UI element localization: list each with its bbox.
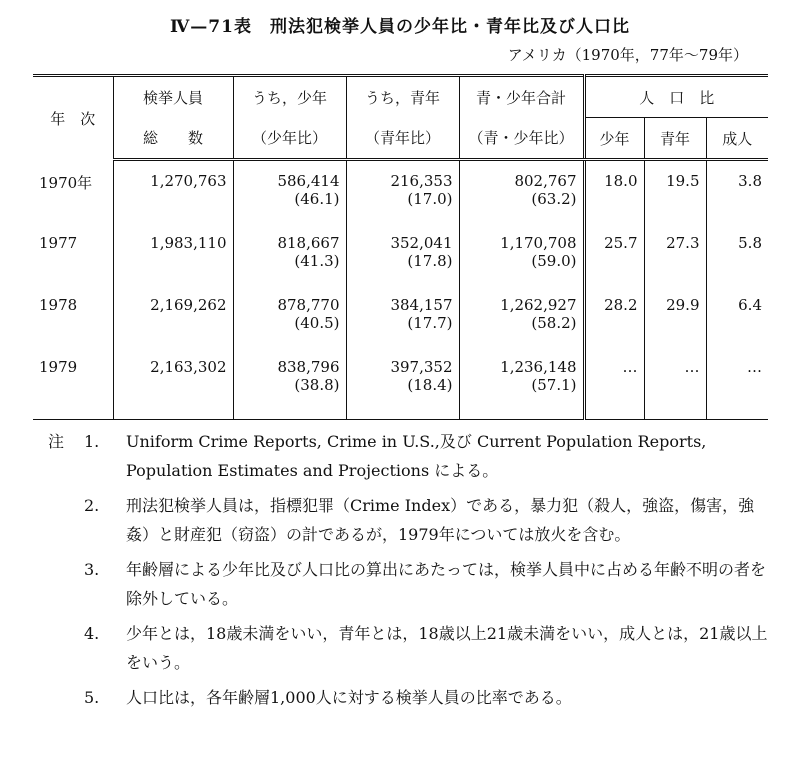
header-pop-adult: 成人	[706, 118, 768, 160]
header-youth-bottom: （青年比）	[346, 118, 459, 160]
cell-total	[113, 295, 233, 357]
table-row	[33, 357, 768, 419]
header-total-bottom: 総 数	[113, 118, 233, 160]
cell-youth-youth: 384,157	[390, 296, 453, 314]
cell-pop-juvenile-p-juv: 28.2	[604, 296, 638, 314]
cell-youth-youth: 216,353	[390, 172, 453, 190]
notes-label: 注	[48, 432, 65, 451]
cell-year-year: 1977	[39, 234, 78, 252]
cell-year	[33, 295, 113, 357]
cell-pop-adult-p-adult: 3.8	[738, 172, 762, 190]
cell-combined-comb: 1,236,148	[500, 358, 577, 376]
header-juvenile-top: うち，少年	[233, 76, 346, 118]
cell-youth	[346, 233, 459, 295]
note-1	[48, 427, 768, 485]
cell-youth	[346, 295, 459, 357]
cell-total	[113, 171, 233, 233]
cell-combined-comb: 802,767	[514, 172, 577, 190]
cell-pop-youth-p-youth: 29.9	[666, 296, 700, 314]
cell-combined-comb: 1,170,708	[500, 234, 577, 252]
cell-youth	[346, 171, 459, 233]
header-youth-top: うち，青年	[346, 76, 459, 118]
note-4	[48, 619, 768, 677]
cell-year	[33, 233, 113, 295]
table-row	[33, 233, 768, 295]
cell-pop-adult	[706, 295, 768, 357]
header-combined-top: 青・少年合計	[459, 76, 584, 118]
note-number: 4.	[84, 624, 100, 643]
note-2	[48, 491, 768, 549]
cell-pop-youth-p-youth: …	[684, 358, 700, 376]
cell-pop-adult-p-adult: …	[747, 358, 762, 376]
cell-total	[113, 233, 233, 295]
cell-juvenile-juv: 838,796	[277, 358, 340, 376]
cell-juvenile	[233, 295, 346, 357]
note-number: 5.	[84, 688, 100, 707]
note-text: 少年とは，18歳未満をいい，青年とは，18歳以上21歳未満をいい，成人とは，21歳以上をいう。	[126, 624, 768, 672]
cell-combined-comb: 1,262,927	[500, 296, 577, 314]
table-row	[33, 295, 768, 357]
cell-total-total: 2,163,302	[150, 358, 227, 376]
cell-youth-youth-pct: (17.0)	[407, 190, 453, 208]
cell-pop-adult	[706, 171, 768, 233]
cell-pop-youth	[644, 357, 706, 419]
header-total-top: 検挙人員	[113, 76, 233, 118]
table-subtitle: アメリカ（1970年，77年～79年）	[507, 46, 748, 64]
cell-juvenile-juv-pct: (41.3)	[294, 252, 340, 270]
note-text: 刑法犯検挙人員は，指標犯罪（Crime Index）である，暴力犯（殺人，強盗，傷害，強姦）と財産犯（窃盗）の計であるが，1979年については放火を含む。	[126, 496, 755, 544]
table-row	[33, 171, 768, 233]
cell-year	[33, 171, 113, 233]
cell-combined-comb-pct: (63.2)	[531, 190, 577, 208]
note-text: 年齢層による少年比及び人口比の算出にあたっては，検挙人員中に占める年齢不明の者を除外している。	[126, 560, 767, 608]
cell-combined	[459, 295, 584, 357]
cell-pop-youth	[644, 171, 706, 233]
header-juvenile-bottom: （少年比）	[233, 118, 346, 160]
cell-combined	[459, 233, 584, 295]
cell-pop-youth-p-youth: 19.5	[666, 172, 700, 190]
cell-pop-adult-p-adult: 5.8	[738, 234, 762, 252]
cell-pop-adult	[706, 357, 768, 419]
cell-juvenile-juv-pct: (38.8)	[294, 376, 340, 394]
cell-youth-youth-pct: (17.7)	[407, 314, 453, 332]
cell-juvenile	[233, 233, 346, 295]
note-3	[48, 555, 768, 613]
header-pop-juvenile: 少年	[584, 118, 644, 160]
cell-youth-youth-pct: (18.4)	[407, 376, 453, 394]
cell-juvenile-juv-pct: (40.5)	[294, 314, 340, 332]
note-number: 2.	[84, 496, 100, 515]
cell-total-total: 1,983,110	[150, 234, 227, 252]
cell-pop-juvenile	[584, 171, 644, 233]
cell-combined-comb-pct: (59.0)	[531, 252, 577, 270]
note-5	[48, 683, 768, 712]
cell-youth-youth-pct: (17.8)	[407, 252, 453, 270]
cell-total	[113, 357, 233, 419]
cell-year-year: 1978	[39, 296, 78, 314]
header-pop-youth: 青年	[644, 118, 706, 160]
cell-year-year: 1970年	[39, 174, 93, 192]
cell-juvenile-juv-pct: (46.1)	[294, 190, 340, 208]
table-title: Ⅳ—71表 刑法犯検挙人員の少年比・青年比及び人口比	[170, 17, 630, 37]
cell-pop-juvenile-p-juv: 18.0	[604, 172, 638, 190]
note-text: 人口比は，各年齢層1,000人に対する検挙人員の比率である。	[126, 688, 572, 707]
header-year: 年 次	[50, 109, 96, 128]
cell-juvenile-juv: 878,770	[277, 296, 340, 314]
crime-table	[33, 74, 768, 420]
cell-combined-comb-pct: (58.2)	[531, 314, 577, 332]
cell-year-year: 1979	[39, 358, 78, 376]
cell-pop-juvenile	[584, 233, 644, 295]
cell-total-total: 1,270,763	[150, 172, 227, 190]
cell-pop-juvenile	[584, 295, 644, 357]
cell-pop-adult-p-adult: 6.4	[738, 296, 762, 314]
cell-juvenile	[233, 171, 346, 233]
cell-combined-comb-pct: (57.1)	[531, 376, 577, 394]
cell-youth	[346, 357, 459, 419]
cell-youth-youth: 352,041	[390, 234, 453, 252]
cell-pop-youth	[644, 295, 706, 357]
cell-pop-youth-p-youth: 27.3	[666, 234, 700, 252]
header-population-ratio: 人 口 比	[584, 76, 768, 118]
note-number: 1.	[84, 432, 100, 451]
cell-year	[33, 357, 113, 419]
notes	[48, 427, 768, 718]
cell-juvenile-juv: 818,667	[277, 234, 340, 252]
cell-combined	[459, 171, 584, 233]
cell-pop-juvenile-p-juv: …	[622, 358, 638, 376]
cell-pop-juvenile-p-juv: 25.7	[604, 234, 638, 252]
header-combined-bottom: （青・少年比）	[459, 118, 584, 160]
cell-pop-adult	[706, 233, 768, 295]
cell-pop-juvenile	[584, 357, 644, 419]
note-text: Uniform Crime Reports, Crime in U.S.,及び Current Population Reports, Population Estimates and Projections による。	[126, 432, 707, 480]
cell-combined	[459, 357, 584, 419]
cell-total-total: 2,169,262	[150, 296, 227, 314]
note-number: 3.	[84, 560, 100, 579]
cell-pop-youth	[644, 233, 706, 295]
cell-juvenile	[233, 357, 346, 419]
cell-youth-youth: 397,352	[390, 358, 453, 376]
cell-juvenile-juv: 586,414	[277, 172, 340, 190]
